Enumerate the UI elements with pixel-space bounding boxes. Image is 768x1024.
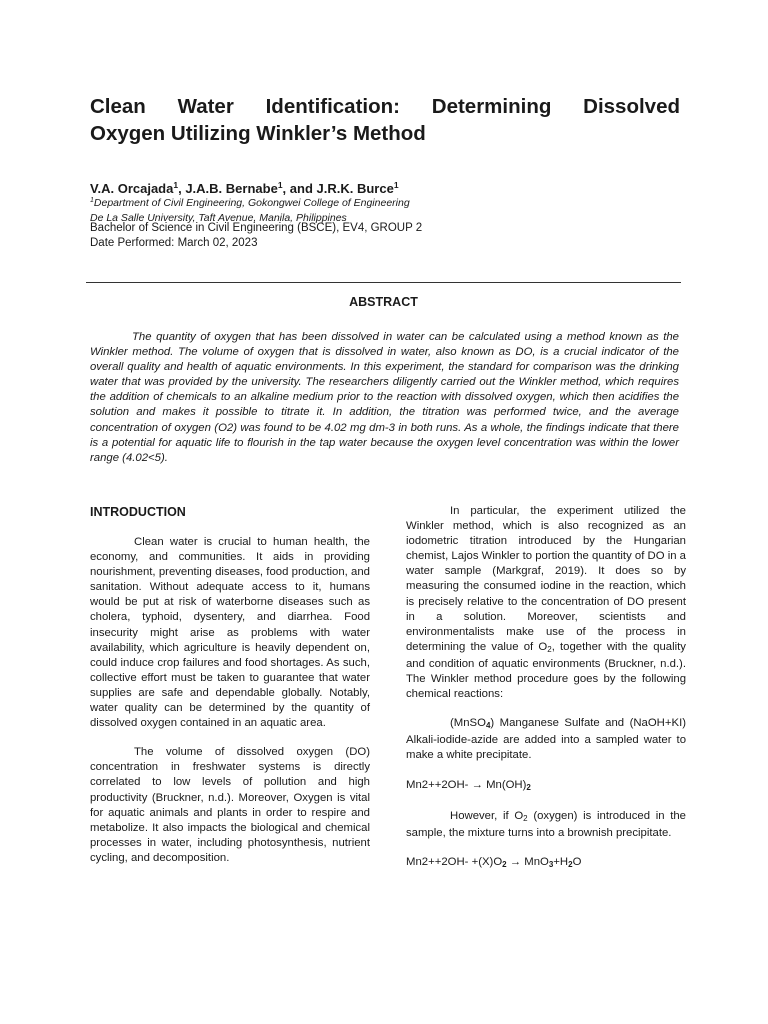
right-column — [406, 504, 686, 886]
subscript: 2 — [568, 859, 573, 869]
introduction-heading: INTRODUCTION — [90, 505, 186, 519]
abstract-heading: ABSTRACT — [349, 295, 418, 309]
abstract-text: The quantity of oxygen that has been dissolved in water can be calculated using a method known as the Winkler method. The volume of oxygen that is dissolved in water, also known as DO, is a crucial indicator of the overall quality and health of aquatic environments. In this experiment, the standard for comparison was the drinking water that was provided by the university. The researchers diligently carried out the Winkler method, which requires the addition of chemicals to an alkaline medium prior to the reaction with dissolved oxygen, which then acidifies the solution and makes it possible to titrate it. In addition, the titration was performed twice, and the average concentration of oxygen (O2) was found to be 4.02 mg dm-3 in both runs. As a whole, the findings indicate that there is a potential for aquatic life to flourish in the tap water because the oxygen level concentration was within the lower range (4.02<5). — [90, 331, 679, 464]
affiliation-mark: 1 — [90, 197, 94, 204]
subscript: 2 — [526, 782, 531, 792]
paper-title-line-2: Oxygen Utilizing Winkler’s Method — [90, 122, 426, 145]
course-info — [90, 221, 680, 251]
subscript: 2 — [523, 813, 528, 823]
equation-text: Mn2++2OH- +(X)O — [406, 855, 503, 868]
reagents-text-cont: ) Manganese Sulfate and (NaOH+KI) Alkali-iodide-azide are added into a sampled water to make a white precipitate. — [406, 717, 686, 762]
intro-paragraph-3-text: In particular, the experiment utilized the Winkler method, which is also recognized as an iodometric titration introduced by the Hungarian chemist, Lajos Winkler to portion the quantity of DO in a water sample (Markgraf, 2019). It does so by measuring the consumed iodine in the reaction, which is precisely relative to the concentration of DO present in a solution. Moreover, scientists and environmentalists make use of the process in determining the value of O — [406, 505, 686, 653]
affiliation-line-1 — [90, 193, 680, 211]
author-separator: , — [178, 181, 186, 196]
equation-text: Mn2++2OH- → Mn(OH) — [406, 778, 527, 791]
intro-paragraph-2-text: The volume of dissolved oxygen (DO) concentration in freshwater systems is directly correlated to low levels of pollution and high productivity (Bruckner, n.d.). Moreover, Oxygen is vital for aquatic animals and plants in order to respire and metabolize. It also impacts the biological and chemical processes in water, including photosynthesis, nutrient cycling, and decomposition. — [90, 746, 370, 864]
intro-paragraph-3 — [406, 504, 686, 702]
intro-paragraph-1-text: Clean water is crucial to human health, the economy, and communities. It aids in providing nourishment, preventing diseases, food production, and sanitation. Without adequate access to it, humans would be put at risk of waterborne diseases such as cholera, typhoid, dysentery, and diarrhea. Food insecurity might arise as problems with water availability, which agriculture is heavily dependent on, could induce crop failures and food shortages. As such, collective effort must be taken to guarantee that water supplies are safe and dependable globally. Notably, water quality can be determined by the quantity of dissolved oxygen contained in an aquatic area. — [90, 536, 370, 730]
subscript: 2 — [502, 859, 507, 869]
paper-title-line-1: Clean Water Identification: Determining Dissolved — [90, 95, 680, 118]
paper-title — [90, 93, 680, 147]
oxygen-text: However, if O — [450, 809, 524, 822]
intro-paragraph-1 — [90, 535, 370, 731]
author-name: V.A. Orcajada — [90, 181, 174, 196]
equation-text: → MnO — [506, 855, 549, 868]
author-affiliation-mark: 1 — [173, 180, 179, 190]
date-performed: Date Performed: March 02, 2023 — [90, 237, 258, 249]
program-line: Bachelor of Science in Civil Engineering (BSCE), EV4, GROUP 2 — [90, 222, 423, 234]
subscript: 4 — [485, 721, 491, 731]
reagents-text: (MnSO — [450, 717, 486, 730]
intro-paragraph-3-text-cont: , together with the quality and condition of aquatic environments (Bruckner, n.d.). The Winkler method procedure goes by the following chemical reactions: — [406, 640, 686, 701]
author-affiliation-mark: 1 — [277, 180, 283, 190]
reagents-paragraph — [406, 716, 686, 763]
intro-paragraph-2 — [90, 745, 370, 866]
subscript: 2 — [547, 644, 552, 654]
author-name: J.A.B. Bernabe — [185, 181, 278, 196]
author-name: J.R.K. Burce — [316, 181, 394, 196]
oxygen-paragraph — [406, 809, 686, 841]
author-separator: , and — [282, 181, 317, 196]
author-affiliation-mark: 1 — [393, 180, 399, 190]
affiliation-department: Department of Civil Engineering, Gokongwei College of Engineering — [93, 197, 410, 209]
equation-text: O — [572, 855, 582, 868]
affiliation-line-2: De La Salle University, Taft Avenue, Manila, Philippines — [90, 212, 347, 224]
oxygen-text-cont: (oxygen) is introduced in the sample, the mixture turns into a brownish precipitate. — [406, 809, 686, 839]
equation-text: +H — [553, 855, 569, 868]
reaction-equation-2 — [406, 855, 686, 872]
subscript: 3 — [548, 859, 554, 869]
reaction-equation-1 — [406, 778, 686, 795]
left-column — [90, 504, 370, 880]
abstract-body — [90, 330, 679, 466]
divider-rule — [86, 282, 681, 283]
